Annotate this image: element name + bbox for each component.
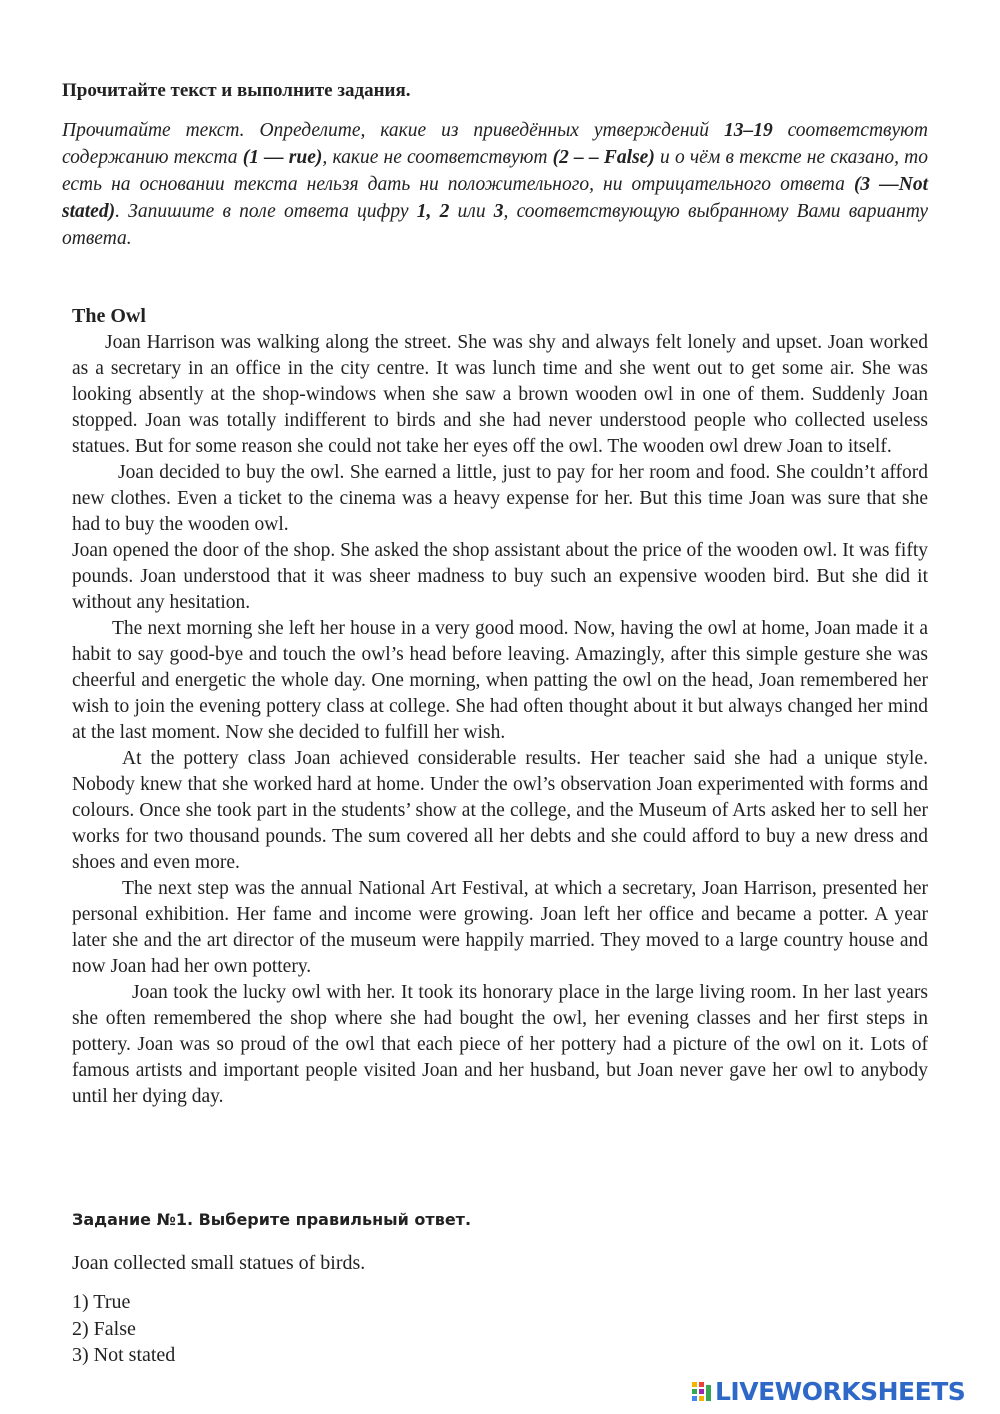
instruction-bold-segment: 13‒19 [723, 120, 773, 141]
story-paragraph: Joan opened the door of the shop. She asked the shop assistant about the price of the wooden owl. It was fifty pounds. Joan understood that it was sheer madness to buy such an expensive wooden bird. But she did it without any hesitation. [72, 540, 928, 613]
answer-option-false[interactable]: 2) False [72, 1317, 136, 1340]
story-paragraph: At the pottery class Joan achieved considerable results. Her teacher said she had a unique style. Nobody knew that she worked hard at home. Under the owl’s observation Joan experimented with forms and colours. Once she took part in the students’ show at the college, and the Museum of Arts asked her to sell her works for two thousand pounds. The sum covered all her debts and she could afford to buy a new dress and shoes and even more. [72, 748, 928, 873]
liveworksheets-logo-text: LIVEWORKSHEETS [715, 1377, 966, 1406]
question-text: Joan collected small statues of birds. [72, 1252, 366, 1274]
story-paragraph: Joan decided to buy the owl. She earned a little, just to pay for her room and food. She couldn’t afford new clothes. Even a ticket to the cinema was a heavy expense for her. But this time Joan was sure that she had to buy the wooden owl. [72, 462, 928, 535]
instruction-segment: или [449, 201, 494, 222]
instruction-bold-segment: 1, 2 [416, 201, 450, 222]
instruction-segment: и о чём в тексте не сказано, то есть на основании текста нельзя дать ни положительного, ни отрицательного ответа [62, 147, 929, 195]
task-title: Задание №1. Выберите правильный ответ. [72, 1210, 472, 1229]
instruction-segment: , соответствующую выбранному Вами варианту ответа. [62, 201, 928, 249]
page-heading: Прочитайте текст и выполните задания. [62, 80, 411, 101]
instruction-segment: , какие не соответствуют [322, 147, 553, 168]
instruction-bold-segment: (2 – – False) [552, 147, 655, 168]
instructions [62, 117, 928, 252]
instruction-segment: . Запишите в поле ответа цифру [115, 201, 417, 222]
story-text [72, 330, 928, 1110]
liveworksheets-logo [692, 1377, 965, 1407]
liveworksheets-logo-icon [692, 1381, 712, 1403]
instruction-bold-segment: (1 ‒– rue) [242, 147, 323, 168]
story-paragraph: Joan Harrison was walking along the street. She was shy and always felt lonely and upset. Joan worked as a secretary in an office in the city centre. It was lunch time and she went out to get some air. She was looking absently at the shop-windows when she saw a brown wooden owl in one of them. Suddenly Joan stopped. Joan was totally indifferent to birds and she had never understood people who collected useless statues. But for some reason she could not take her eyes off the owl. The wooden owl drew Joan to itself. [72, 332, 928, 457]
answer-option-not-stated[interactable]: 3) Not stated [72, 1344, 176, 1366]
story-paragraph: The next morning she left her house in a very good mood. Now, having the owl at home, Joan made it a habit to say good-bye and touch the owl’s head before leaving. Amazingly, after this simple gesture she was cheerful and energetic the whole day. One morning, when patting the owl on the head, Joan remembered her wish to join the evening pottery class at college. She had often thought about it but always changed her mind at the last moment. Now she decided to fulfill her wish. [72, 618, 928, 743]
answer-options [72, 1289, 175, 1369]
story-paragraph: The next step was the annual National Art Festival, at which a secretary, Joan Harrison, presented her personal exhibition. Her fame and income were growing. Joan left her office and became a potter. A year later she and the art director of the museum were happily married. They moved to a large country house and now Joan had her own pottery. [72, 878, 928, 977]
answer-option-true[interactable]: 1) True [72, 1291, 131, 1313]
instruction-segment: соответствуют содержанию текста [62, 120, 928, 168]
instruction-bold-segment: 3 [493, 201, 504, 222]
story-paragraph: Joan took the lucky owl with her. It took its honorary place in the large living room. In her last years she often remembered the shop where she had bought the owl, her evening classes and her first steps in pottery. Joan was so proud of the owl that each piece of her pottery had a picture of the owl on it. Lots of famous artists and important people visited Joan and her husband, but Joan never gave her owl to anybody until her dying day. [72, 982, 928, 1107]
story-title: The Owl [72, 305, 146, 327]
instruction-segment: Прочитайте текст. Определите, какие из приведённых утверждений [62, 120, 724, 141]
instruction-bold-segment: (3 ‒–Not stated) [62, 174, 929, 222]
